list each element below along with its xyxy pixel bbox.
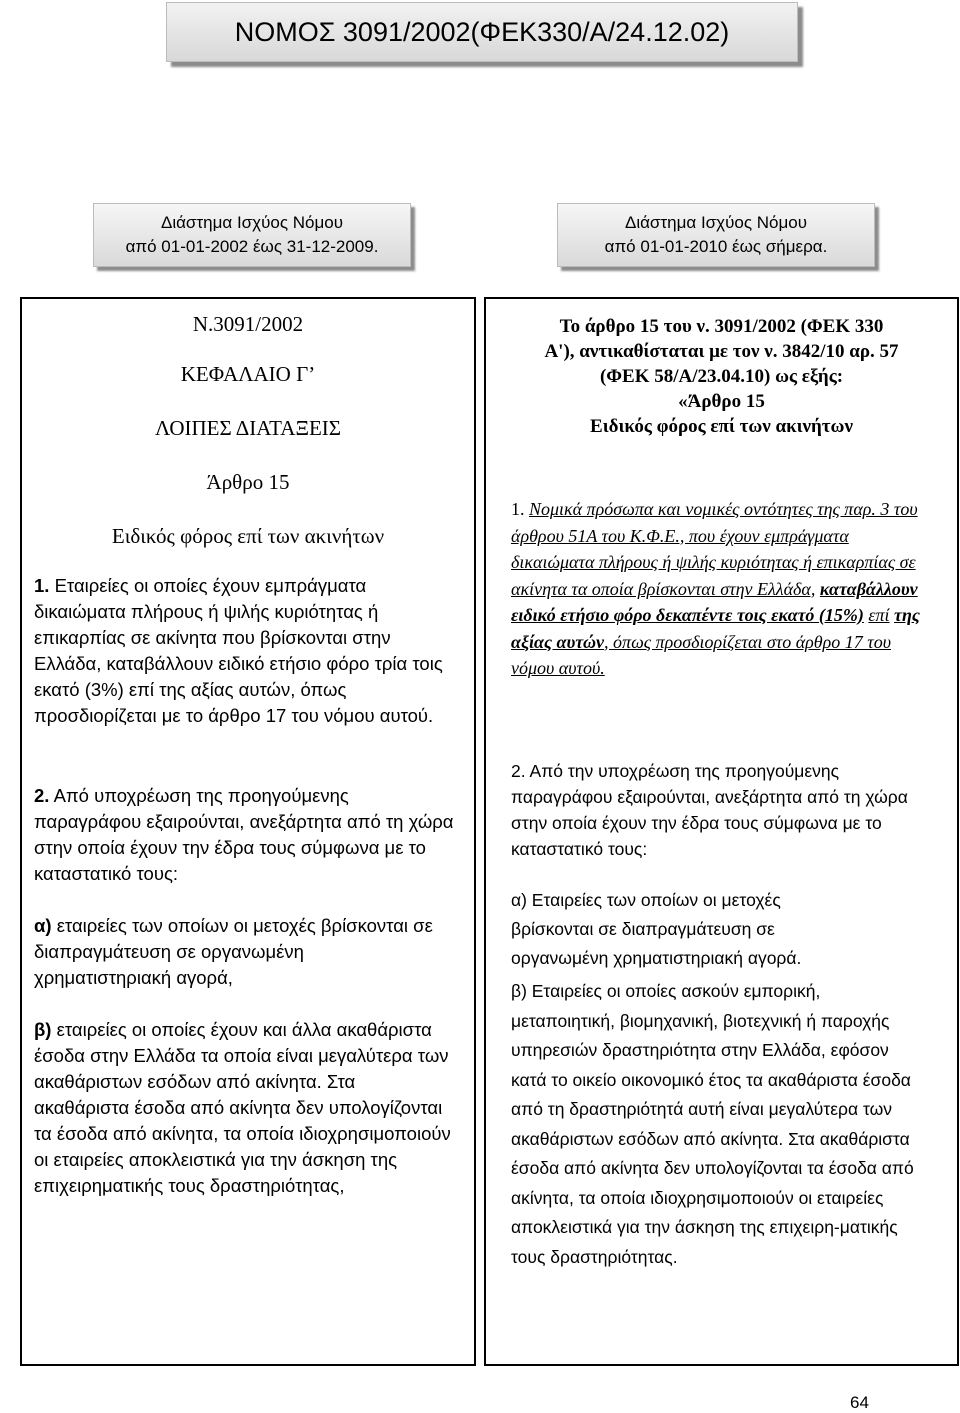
right-p2-text: Από την υποχρέωση της προηγούμενης παραγράφου εξαιρούνται, ανεξάρτητα από τη χώρα στην οποία έχουν την έδρα τους σύμφωνα με το καταστατικό τους: <box>511 761 908 859</box>
document-title <box>166 2 798 62</box>
intro-line-1: Το άρθρο 15 του ν. 3091/2002 (ΦΕΚ 330 <box>559 316 884 337</box>
left-item-a <box>34 913 434 991</box>
left-item-b <box>34 1017 454 1199</box>
left-a-text: εταιρείες των οποίων οι μετοχές βρίσκονται σε διαπραγμάτευση σε οργανωμένη χρηματιστηριακή αγορά, <box>34 915 433 988</box>
right-item-a: α) Εταιρείες των οποίων οι μετοχές βρίσκονται σε διαπραγμάτευση σε οργανωμένη χρηματιστηριακή αγορά. <box>511 890 802 968</box>
left-column <box>20 297 476 1366</box>
right-p1-text-c: επί <box>868 605 890 625</box>
amendment-intro <box>486 314 957 439</box>
intro-line-2: Α'), αντικαθίσταται με τον ν. 3842/10 αρ. 57 <box>544 341 899 362</box>
right-article-heading: «Άρθρο 15 <box>678 391 765 412</box>
article-title: Ειδικός φόρος επί των ακινήτων <box>111 524 385 548</box>
right-p2-number: 2. <box>511 761 526 781</box>
left-b-text: εταιρείες οι οποίες έχουν και άλλα ακαθάριστα έσοδα στην Ελλάδα τα οποία είναι μεγαλύτερα των ακαθάριστων εσόδων από ακίνητα. <box>34 1019 449 1092</box>
intro-line-3: (ΦΕΚ 58/Α/23.04.10) ως εξής: <box>599 366 844 387</box>
left-paragraph-2 <box>34 783 454 887</box>
section-heading: ΛΟΙΠΕΣ ΔΙΑΤΑΞΕΙΣ <box>154 416 342 440</box>
right-paragraph-2 <box>511 758 911 862</box>
right-item-b: β) Εταιρείες οι οποίες ασκούν εμπορική, μεταποιητική, βιομηχανική, βιοτεχνική ή παροχής υπηρεσιών δραστηριότητα στην Ελλάδα, εφόσον κατά το οικείο οικονομικό έτος τα ακαθάριστα έσοδα από τη δραστηριότητά αυτή είναι μεγαλύτερα των ακαθάριστων εσόδων από ακίνητα. Στα ακαθάριστα έσοδα από ακίνητα δεν υπολογίζονται τα έσοδα από ακίνητα, τα οποία ιδιοχρησιμοποιούν οι εταιρείες αποκλειστικά για την άσκηση της επιχειρη-ματικής τους δραστηριότητας. <box>511 981 914 1267</box>
left-p1-number: 1. <box>34 575 50 596</box>
article-heading: Άρθρο 15 <box>206 470 290 494</box>
left-p2-number: 2. <box>34 785 50 806</box>
right-article-title: Ειδικός φόρος επί των ακινήτων <box>590 416 853 437</box>
period-right-line2: από 01-01-2010 έως σήμερα. <box>604 237 828 256</box>
right-column <box>484 297 959 1366</box>
left-b-extra: Στα ακαθάριστα έσοδα από ακίνητα δεν υπολογίζονται τα έσοδα από ακίνητα, τα οποία ιδιοχρησιμοποιούν οι εταιρείες αποκλειστικά για την άσκηση της επιχειρηματικής τους δραστηριότητας, <box>34 1071 451 1196</box>
period-box-right <box>557 203 875 267</box>
left-p2-text: Από υποχρέωση της προηγούμενης παραγράφου εξαιρούνται, ανεξάρτητα από τη χώρα στην οποία έχουν την έδρα τους σύμφωνα με το καταστατικό τους: <box>34 785 454 884</box>
right-p1-text-e: , όπως προσδιορίζεται στο άρθρο 17 του νόμου αυτού. <box>511 631 891 678</box>
right-p1-bold-value: της αξίας αυτών <box>511 605 920 652</box>
law-number: Ν.3091/2002 <box>192 312 304 336</box>
right-p1-text-a: Νομικά πρόσωπα και νομικές οντότητες της παρ. 3 του άρθρου 51Α του Κ.Φ.Ε., που έχουν εμπράγματα δικαιώματα πλήρους ή ψιλής κυριότητας ή επικαρπίας σε ακίνητα τα οποία βρίσκονται στην Ελλάδα, <box>511 499 918 599</box>
right-paragraph-1 <box>511 496 931 682</box>
left-p1-text: Εταιρείες οι οποίες έχουν εμπράγματα δικαιώματα πλήρους ή ψιλής κυριότητας ή επικαρπίας σε ακίνητα που βρίσκονται στην Ελλάδα, καταβάλλουν ειδικό ετήσιο φόρο τρία τοις εκατό (3%) επί της αξίας αυτών, όπως προσδιορίζεται με το άρθρο 17 του νόμου αυτού. <box>34 575 443 726</box>
left-b-label: β) <box>34 1019 52 1040</box>
left-a-label: α) <box>34 915 52 936</box>
right-p1-number: 1. <box>511 499 525 519</box>
period-right-line1: Διάστημα Ισχύος Νόμου <box>624 213 808 232</box>
page-number: 64 <box>850 1393 869 1412</box>
period-left-line1: Διάστημα Ισχύος Νόμου <box>160 213 344 232</box>
left-paragraph-1 <box>34 573 446 729</box>
period-box-left <box>93 203 411 267</box>
right-p1-bold-rate: καταβάλλουν ειδικό ετήσιο φόρο δεκαπέντε τοις εκατό (15%) <box>511 578 918 625</box>
period-left-line2: από 01-01-2002 έως 31-12-2009. <box>125 237 379 256</box>
title-text: ΝΟΜΟΣ 3091/2002(ΦΕΚ330/Α/24.12.02) <box>234 16 730 47</box>
chapter-heading: ΚΕΦΑΛΑΙΟ Γ’ <box>180 362 316 386</box>
